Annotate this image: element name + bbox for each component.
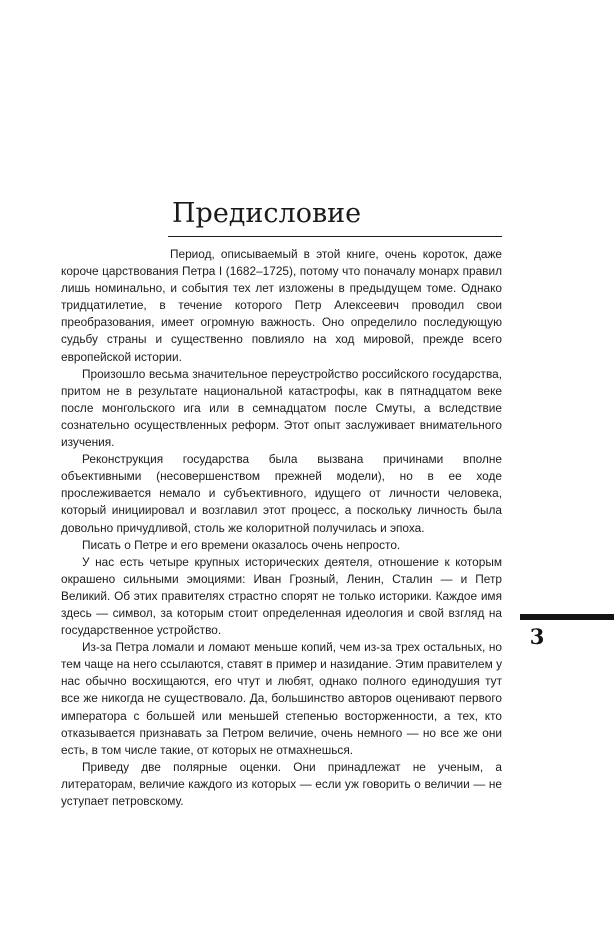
chapter-title: Предисловие (172, 198, 362, 229)
title-underline (168, 236, 502, 237)
body-text (61, 246, 502, 810)
chapter-tab-bar (520, 614, 614, 620)
paragraph: Произошло весьма значительное переустройство российского государства, притом не в результате национальной катастрофы, как в пятнадцатом веке после монгольского ига или в семнадцатом после Смуты, а вследствие сознательно осуществленных реформ. Этот опыт заслуживает внимательного изучения. (61, 366, 502, 450)
paragraph: Период, описываемый в этой книге, очень короток, даже короче царствования Петра I (1682–1725), потому что поначалу монарх правил лишь номинально, и события тех лет изложены в предыдущем томе. Однако тридцатилетие, в течение которого Петр Алексеевич проводил свои преобразования, имеет огромную важность. Оно определило последующую судьбу страны и существенно повлияло на ход мировой, прежде всего европейской истории. (61, 247, 502, 364)
paragraph: У нас есть четыре крупных исторических деятеля, отношение к которым окрашено сильными эмоциями: Иван Грозный, Ленин, Сталин — и Петр Великий. Об этих правителях страстно спорят не только историки. Каждое имя здесь — символ, за которым стоит определенная идеология и свой взгляд на государственное устройство. (61, 554, 502, 638)
paragraph: Из-за Петра ломали и ломают меньше копий, чем из-за трех остальных, но тем чаще на него ссылаются, ставят в пример и назидание. Этим правителем у нас обычно восхищаются, его чтут и любят, однако полного единодушия тут все же никогда не существовало. Да, большинство авторов оценивают первого императора с большей или меньшей степенью восторженности, а тех, кто отказывается признавать за Петром величие, очень немного — но все же они есть, в том числе такие, от которых не отмахнешься. (61, 640, 502, 757)
paragraph: Писать о Петре и его времени оказалось очень непросто. (82, 537, 401, 552)
paragraph: Реконструкция государства была вызвана причинами вполне объективными (несовершенством прежней модели), но в ее ходе прослеживается немало и субъективного, идущего от личности человека, который инициировал и возглавил этот процесс, а поскольку личность была довольно причудливой, столь же колоритной получилась и эпоха. (61, 452, 502, 535)
paragraph: Приведу две полярные оценки. Они принадлежат не ученым, а литераторам, величие каждого из которых — если уж говорить о величии — не уступает петровскому. (61, 759, 502, 808)
page-number: 3 (529, 624, 545, 649)
